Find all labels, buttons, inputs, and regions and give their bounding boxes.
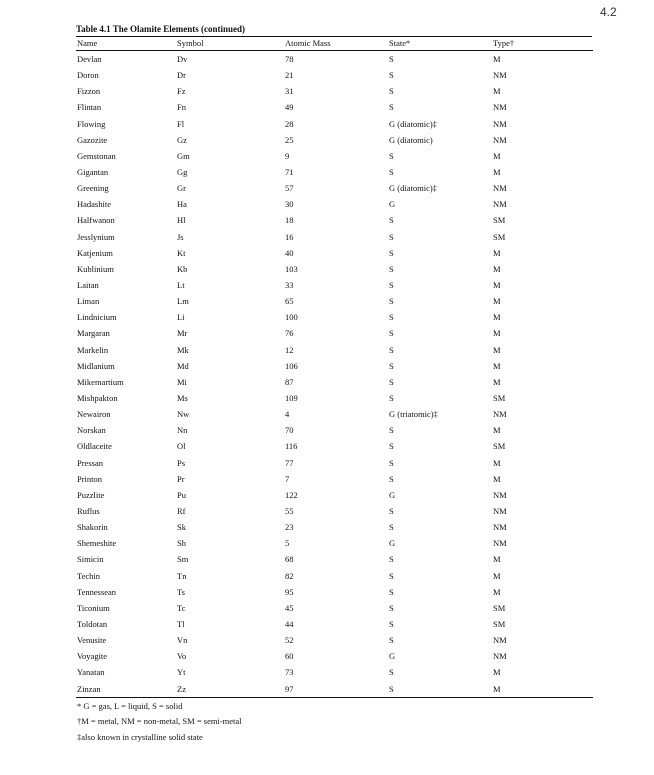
cell-atomic-mass: 109 (285, 393, 298, 404)
cell-state: S (389, 360, 394, 371)
cell-name: Gemstonan (77, 150, 116, 161)
cell-type: NM (493, 134, 507, 145)
cell-atomic-mass: 116 (285, 441, 298, 452)
cell-name: Midlanium (77, 360, 115, 371)
cell-atomic-mass: 16 (285, 231, 294, 242)
cell-state: S (389, 215, 394, 226)
cell-state: G (triatomic)‡ (389, 409, 438, 420)
cell-name: Mikemartium (77, 376, 124, 387)
cell-symbol: Tn (177, 570, 187, 581)
cell-state: S (389, 280, 394, 291)
table-row (76, 212, 593, 228)
cell-type: M (493, 280, 501, 291)
table-row (76, 261, 593, 277)
cell-type: SM (493, 231, 506, 242)
cell-symbol: Nn (177, 425, 188, 436)
table-row (76, 519, 593, 535)
cell-symbol: Mi (177, 376, 187, 387)
cell-name: Voyagite (77, 651, 108, 662)
cell-name: Shemeshite (77, 538, 117, 549)
cell-type: M (493, 150, 501, 161)
footnote-state: * G = gas, L = liquid, S = solid (77, 700, 183, 711)
cell-type: SM (493, 215, 506, 226)
cell-state: S (389, 54, 394, 65)
cell-symbol: Li (177, 312, 185, 323)
cell-symbol: Ms (177, 393, 188, 404)
table-row (76, 164, 593, 180)
cell-state: G (diatomic)‡ (389, 183, 437, 194)
table-row (76, 196, 593, 212)
cell-atomic-mass: 103 (285, 263, 298, 274)
cell-state: S (389, 441, 394, 452)
cell-name: Simicin (77, 554, 104, 565)
table-row (76, 358, 593, 374)
cell-name: Zinzan (76, 680, 177, 697)
table-row (76, 535, 593, 551)
cell-symbol: Zz (177, 680, 285, 697)
cell-type: NM (493, 489, 507, 500)
cell-state: S (389, 602, 394, 613)
cell-state: S (389, 86, 394, 97)
cell-name: Hadashite (77, 199, 111, 210)
table-row (76, 503, 593, 519)
cell-state: S (389, 102, 394, 113)
table-row (76, 487, 593, 503)
cell-name: Toldotan (77, 618, 108, 629)
cell-atomic-mass: 45 (285, 602, 294, 613)
cell-state: S (389, 570, 394, 581)
table-row (76, 309, 593, 325)
header-name: Name (76, 37, 177, 51)
cell-state: S (389, 457, 394, 468)
cell-state: S (389, 167, 394, 178)
table-row (76, 455, 593, 471)
table-row (76, 325, 593, 341)
footnote-crystalline: ‡also known in crystalline solid state (77, 731, 203, 742)
table-row (76, 438, 593, 454)
cell-type: M (493, 667, 501, 678)
cell-atomic-mass: 76 (285, 328, 294, 339)
cell-state: S (389, 635, 394, 646)
cell-state: G (389, 199, 396, 210)
cell-symbol: Ha (177, 199, 187, 210)
table-row (76, 67, 593, 83)
cell-state: S (389, 618, 394, 629)
cell-name: Puzzlite (77, 489, 105, 500)
cell-name: Shakorin (77, 522, 108, 533)
cell-name: Yanatan (77, 667, 105, 678)
cell-type: M (493, 263, 501, 274)
cell-symbol: Vn (177, 635, 188, 646)
elements-table-block (76, 23, 592, 745)
cell-atomic-mass: 44 (285, 618, 294, 629)
cell-type: M (493, 473, 501, 484)
cell-symbol: Fl (177, 118, 185, 129)
cell-state: S (389, 522, 394, 533)
cell-atomic-mass: 9 (285, 150, 290, 161)
cell-state: S (389, 328, 394, 339)
table-row (76, 551, 593, 567)
cell-atomic-mass: 52 (285, 635, 294, 646)
table-row (76, 116, 593, 132)
cell-type: NM (493, 102, 507, 113)
cell-state: S (389, 393, 394, 404)
table-title: Table 4.1 The Olamite Elements (continued) (76, 23, 592, 37)
cell-type: M (493, 167, 501, 178)
cell-atomic-mass: 25 (285, 134, 294, 145)
cell-name: Kublinium (77, 263, 114, 274)
cell-symbol: Gz (177, 134, 187, 145)
cell-type: M (493, 680, 593, 697)
cell-atomic-mass: 77 (285, 457, 294, 468)
cell-symbol: Pr (177, 473, 185, 484)
cell-atomic-mass: 30 (285, 199, 294, 210)
cell-state: G (389, 651, 396, 662)
cell-atomic-mass: 60 (285, 651, 294, 662)
cell-name: Doron (77, 70, 99, 81)
table-row (76, 568, 593, 584)
cell-name: Flintan (77, 102, 102, 113)
cell-type: NM (493, 651, 507, 662)
cell-type: M (493, 376, 501, 387)
cell-state: G (diatomic) (389, 134, 433, 145)
table-row (76, 229, 593, 245)
cell-name: Techin (77, 570, 101, 581)
cell-atomic-mass: 71 (285, 167, 294, 178)
cell-name: Gazozite (77, 134, 108, 145)
cell-name: Fizzon (77, 86, 101, 97)
table-row (76, 245, 593, 261)
cell-name: Mishpakton (77, 393, 118, 404)
cell-symbol: Ol (177, 441, 186, 452)
cell-symbol: Md (177, 360, 189, 371)
cell-symbol: Mk (177, 344, 189, 355)
cell-atomic-mass: 5 (285, 538, 290, 549)
table-row (76, 648, 593, 664)
cell-type: M (493, 328, 501, 339)
cell-atomic-mass: 12 (285, 344, 294, 355)
elements-table (76, 37, 593, 698)
cell-symbol: Tc (177, 602, 186, 613)
table-row (76, 664, 593, 680)
cell-symbol: Fz (177, 86, 186, 97)
cell-name: Katjenium (77, 247, 113, 258)
cell-atomic-mass: 78 (285, 54, 294, 65)
cell-atomic-mass: 33 (285, 280, 294, 291)
cell-type: NM (493, 506, 507, 516)
table-row (76, 83, 593, 99)
table-row (76, 390, 593, 406)
table-row (76, 99, 593, 115)
cell-type: M (493, 586, 501, 597)
cell-atomic-mass: 82 (285, 570, 294, 581)
cell-type: SM (493, 618, 506, 629)
cell-symbol: Pu (177, 489, 186, 500)
cell-symbol: Kt (177, 247, 186, 258)
cell-atomic-mass: 31 (285, 86, 294, 97)
cell-symbol: Lm (177, 296, 189, 307)
table-header-row (76, 37, 593, 51)
footnote-type: †M = metal, NM = non-metal, SM = semi-metal (77, 716, 242, 727)
cell-type: SM (493, 602, 506, 613)
table-row (76, 471, 593, 487)
cell-state: S (389, 263, 394, 274)
cell-type: NM (493, 118, 507, 129)
header-state: State* (389, 37, 493, 51)
cell-name: Venusite (77, 635, 107, 646)
table-row (76, 148, 593, 164)
table-row (76, 632, 593, 648)
table-row (76, 422, 593, 438)
cell-state: S (389, 586, 394, 597)
cell-name: Margaran (77, 328, 110, 339)
cell-symbol: Gg (177, 167, 188, 178)
cell-symbol: Fn (177, 102, 186, 113)
table-row (76, 600, 593, 616)
cell-name: Markelin (77, 344, 109, 355)
cell-atomic-mass: 73 (285, 667, 294, 678)
table-row (76, 680, 593, 697)
cell-atomic-mass: 4 (285, 409, 290, 420)
cell-name: Oldlaceite (77, 441, 112, 452)
cell-type: M (493, 312, 501, 323)
cell-type: M (493, 247, 501, 258)
cell-type: NM (493, 522, 507, 533)
cell-atomic-mass: 68 (285, 554, 294, 565)
cell-atomic-mass: 21 (285, 70, 294, 81)
cell-type: NM (493, 635, 507, 646)
cell-type: M (493, 457, 501, 468)
table-body (76, 51, 593, 698)
cell-state: S (389, 473, 394, 484)
header-symbol: Symbol (177, 37, 285, 51)
cell-state: S (389, 296, 394, 307)
table-row (76, 293, 593, 309)
cell-type: SM (493, 441, 506, 452)
cell-symbol: Dv (177, 54, 188, 65)
cell-state: G (diatomic)‡ (389, 118, 437, 129)
cell-symbol: Ts (177, 586, 185, 597)
cell-symbol: Gm (177, 150, 190, 161)
cell-name: Liman (77, 296, 100, 307)
cell-type: M (493, 86, 501, 97)
table-row (76, 584, 593, 600)
cell-symbol: Sk (177, 522, 186, 533)
cell-name: Devlan (77, 54, 102, 65)
cell-type: NM (493, 183, 507, 194)
cell-atomic-mass: 87 (285, 376, 294, 387)
cell-atomic-mass: 7 (285, 473, 290, 484)
cell-type: M (493, 296, 501, 307)
cell-type: SM (493, 393, 506, 404)
cell-name: Flowing (77, 118, 106, 129)
footnotes (76, 699, 592, 746)
table-row (76, 374, 593, 390)
cell-name: Tennessean (77, 586, 117, 597)
table-row (76, 406, 593, 422)
table-row (76, 51, 593, 68)
cell-type: M (493, 360, 501, 371)
cell-name: Halfwanon (77, 215, 115, 226)
cell-name: Pressan (77, 457, 103, 468)
cell-symbol: Dr (177, 70, 186, 81)
cell-atomic-mass: 49 (285, 102, 294, 113)
cell-atomic-mass: 97 (285, 680, 389, 697)
cell-name: Ruflus (77, 506, 100, 516)
cell-name: Norskan (77, 425, 106, 436)
table-row (76, 132, 593, 148)
cell-atomic-mass: 57 (285, 183, 294, 194)
cell-name: Laitan (77, 280, 99, 291)
cell-type: M (493, 554, 501, 565)
cell-state: S (389, 376, 394, 387)
cell-atomic-mass: 95 (285, 586, 294, 597)
cell-symbol: Mr (177, 328, 188, 339)
cell-atomic-mass: 122 (285, 489, 298, 500)
cell-symbol: Vo (177, 651, 187, 662)
cell-atomic-mass: 28 (285, 118, 294, 129)
cell-name: Printon (77, 473, 103, 484)
cell-symbol: Gr (177, 183, 186, 194)
cell-atomic-mass: 23 (285, 522, 294, 533)
cell-state: S (389, 70, 394, 81)
page-number: 4.2 (600, 5, 617, 19)
cell-symbol: Sh (177, 538, 186, 549)
cell-name: Jesslynium (77, 231, 115, 242)
cell-type: NM (493, 409, 507, 420)
header-atomic-mass: Atomic Mass (285, 37, 389, 51)
cell-atomic-mass: 100 (285, 312, 298, 323)
table-row (76, 180, 593, 196)
cell-type: M (493, 344, 501, 355)
table-row (76, 277, 593, 293)
cell-name: Gigantan (77, 167, 109, 178)
cell-state: S (389, 231, 394, 242)
cell-symbol: Rf (177, 506, 186, 516)
cell-atomic-mass: 70 (285, 425, 294, 436)
cell-type: M (493, 425, 501, 436)
cell-state: G (389, 489, 396, 500)
cell-state: G (389, 538, 396, 549)
cell-symbol: Yt (177, 667, 186, 678)
cell-state: S (389, 667, 394, 678)
cell-state: S (389, 680, 493, 697)
cell-state: S (389, 554, 394, 565)
cell-symbol: Sm (177, 554, 189, 565)
table-row (76, 342, 593, 358)
cell-type: NM (493, 199, 507, 210)
cell-symbol: Ps (177, 457, 186, 468)
table-row (76, 616, 593, 632)
cell-type: M (493, 570, 501, 581)
cell-atomic-mass: 106 (285, 360, 298, 371)
cell-symbol: Lt (177, 280, 185, 291)
cell-state: S (389, 312, 394, 323)
cell-type: NM (493, 538, 507, 549)
cell-symbol: Kb (177, 263, 188, 274)
cell-symbol: Tl (177, 618, 185, 629)
cell-name: Lindnicium (77, 312, 117, 323)
cell-name: Ticonium (77, 602, 110, 613)
cell-name: Newairon (77, 409, 111, 420)
cell-state: S (389, 425, 394, 436)
cell-state: S (389, 506, 394, 516)
cell-type: NM (493, 70, 507, 81)
cell-atomic-mass: 18 (285, 215, 294, 226)
cell-symbol: Nw (177, 409, 190, 420)
cell-name: Greening (77, 183, 109, 194)
header-type: Type† (493, 37, 593, 51)
cell-atomic-mass: 40 (285, 247, 294, 258)
cell-state: S (389, 344, 394, 355)
cell-atomic-mass: 65 (285, 296, 294, 307)
cell-symbol: Js (177, 231, 184, 242)
cell-state: S (389, 150, 394, 161)
cell-atomic-mass: 55 (285, 506, 294, 516)
cell-type: M (493, 54, 501, 65)
cell-symbol: Hl (177, 215, 186, 226)
cell-state: S (389, 247, 394, 258)
